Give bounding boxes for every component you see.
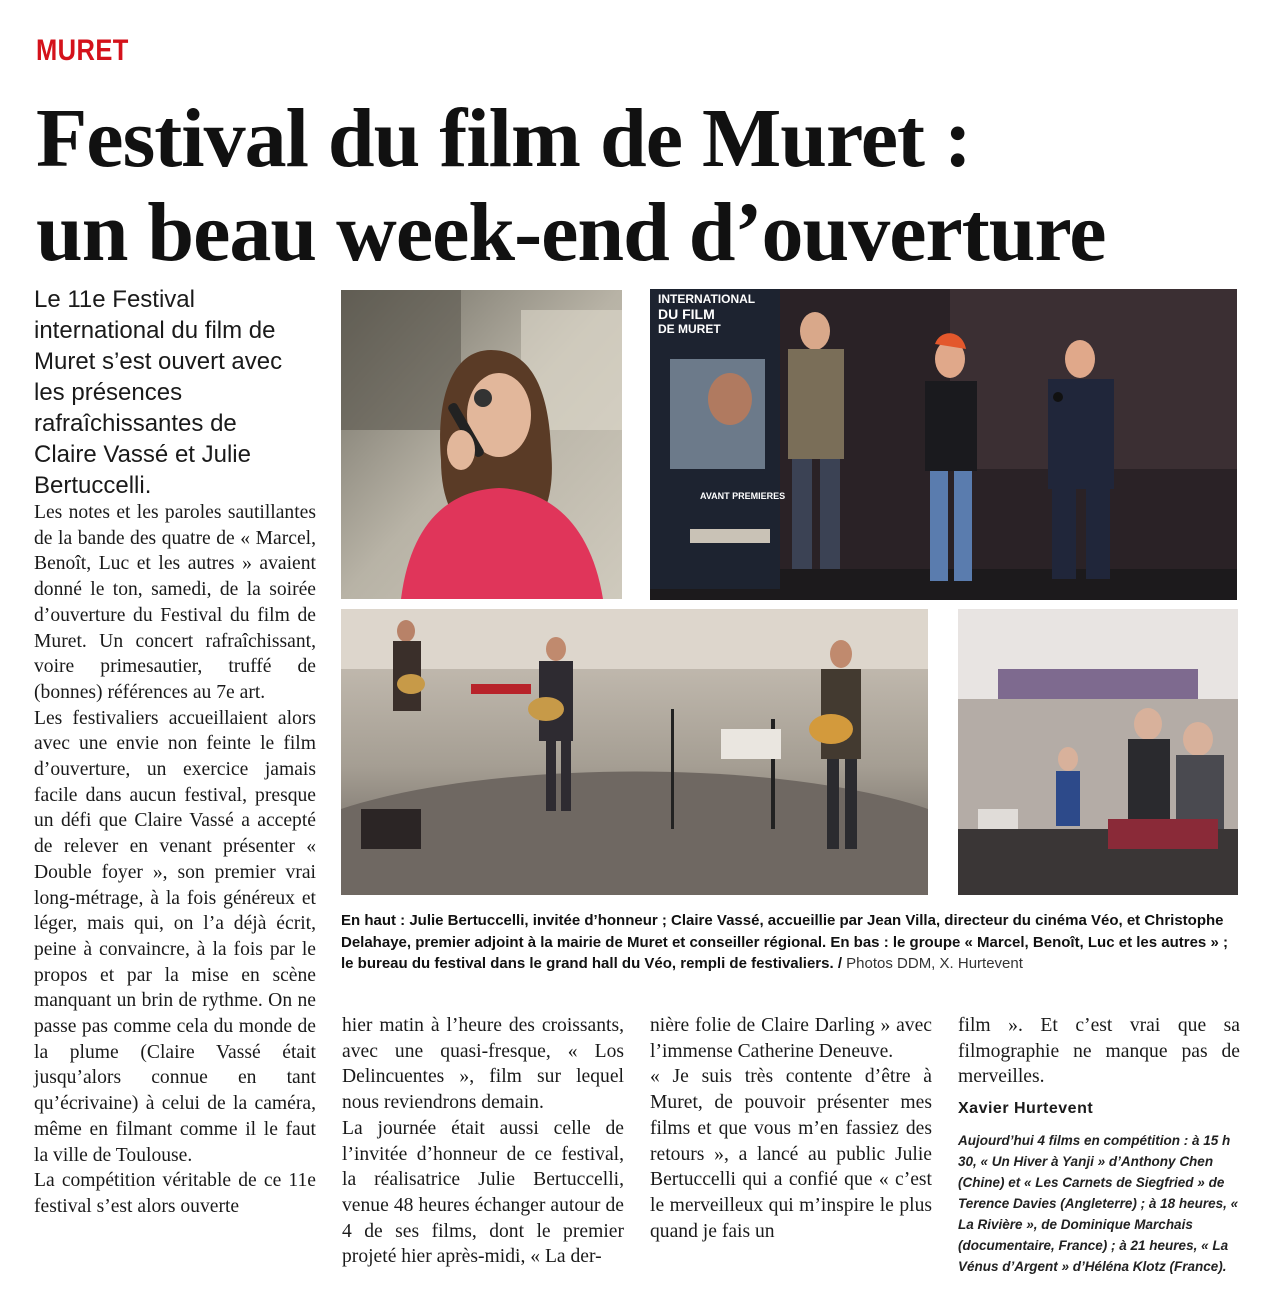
poster-line-2: DU FILM [658,306,715,322]
author-byline: Xavier Hurtevent [958,1100,1094,1118]
photo-caption [341,910,1241,975]
poster-line-1: INTERNATIONAL [658,292,756,306]
paragraph: nière folie de Claire Darling » avec l’immense Catherine Deneuve. [650,1015,932,1062]
article-column-4 [958,1013,1240,1277]
caption-credit: Photos DDM, X. Hurtevent [846,955,1023,972]
article-column-3 [650,1013,932,1244]
photo-julie-bertuccelli [341,290,622,599]
headline-line-1: Festival du film de Muret : [36,92,971,185]
program-note: Aujourd’hui 4 films en compétition : à 15 h 30, « Un Hiver à Yanji » d’Anthony Chen (Chine) et « Les Carnets de Siegfried » de Terence Davies (Angleterre) ; à 18 heures, « La Rivière », de Dominique Marchais (documentaire, France) ; à 21 heures, « La Vénus d’Argent » d’Héléna Klotz (France). [958,1132,1239,1274]
lede: Le 11e Festival international du film de Muret s’est ouvert avec les présences rafraîchissantes de Claire Vassé et Julie Bertuccelli. [34,286,283,499]
section-label: MURET [36,34,129,67]
article-column-1 [34,500,316,1220]
headline-line-2: un beau week-end d’ouverture [36,186,1106,279]
article-column-2 [342,1013,624,1270]
photo-band [341,609,928,895]
photo-festival-hall [958,609,1238,895]
paragraph: Les notes et les paroles sautillantes de la bande des quatre de « Marcel, Benoît, Luc et les autres » avaient donné le ton, samedi, de la soirée d’ouverture du Festival du film de Muret. Un concert rafraîchissant, voire primesautier, truffé de (bonnes) références au 7e art. [34,502,316,703]
paragraph: hier matin à l’heure des croissants, avec une quasi-fresque, « Los Delincuentes », film sur lequel nous reviendrons demain. [342,1015,624,1114]
caption-text: En haut : Julie Bertuccelli, invitée d’honneur ; Claire Vassé, accueillie par Jean Villa, directeur du cinéma Véo, et Christophe Delahaye, premier adjoint à la mairie de Muret et conseiller régional. En bas : le groupe « Marcel, Benoît, Luc et les autres » ; le bureau du festival dans le grand hall du Véo, rempli de festivaliers. / [341,912,1228,972]
paragraph: « Je suis très contente d’être à Muret, de pouvoir présenter mes films et que vous m’en fassiez des retours », a lancé au public Julie Bertuccelli qui a confié que « c’est le merveilleux qui m’inspire le plus quand je fais un [650,1066,932,1242]
headline [36,92,1256,280]
poster-line-3: DE MURET [658,322,721,336]
poster-line-4: AVANT PREMIERES [700,491,786,501]
paragraph: La compétition véritable de ce 11e festival s’est alors ouverte [34,1170,316,1217]
photo-stage-welcome [650,289,1237,600]
paragraph: film ». Et c’est vrai que sa filmographie ne manque pas de merveilles. [958,1015,1240,1088]
paragraph: Les festivaliers accueillaient alors avec une envie non feinte le film d’ouverture, un exercice jamais facile dans aucun festival, presque un défi que Claire Vassé a accepté de relever en venant présenter « Double foyer », son premier vrai long-métrage, à la fois généreux et léger, mais qui, on l’a déjà écrit, peine à convaincre, à la fois par le propos et par la mise en scène manquant un brin de rythme. On ne passe pas comme cela du monde de la plume (Claire Vassé était jusqu’alors connue en tant qu’écrivaine) à celui de la caméra, même en filmant comme il le faut la ville de Toulouse. [34,707,316,1166]
paragraph: La journée était aussi celle de l’invitée d’honneur de ce festival, la réalisatrice Julie Bertuccelli, venue 48 heures échanger autour de 4 de ses films, dont le premier projeté hier après-midi, « La der- [342,1117,624,1268]
